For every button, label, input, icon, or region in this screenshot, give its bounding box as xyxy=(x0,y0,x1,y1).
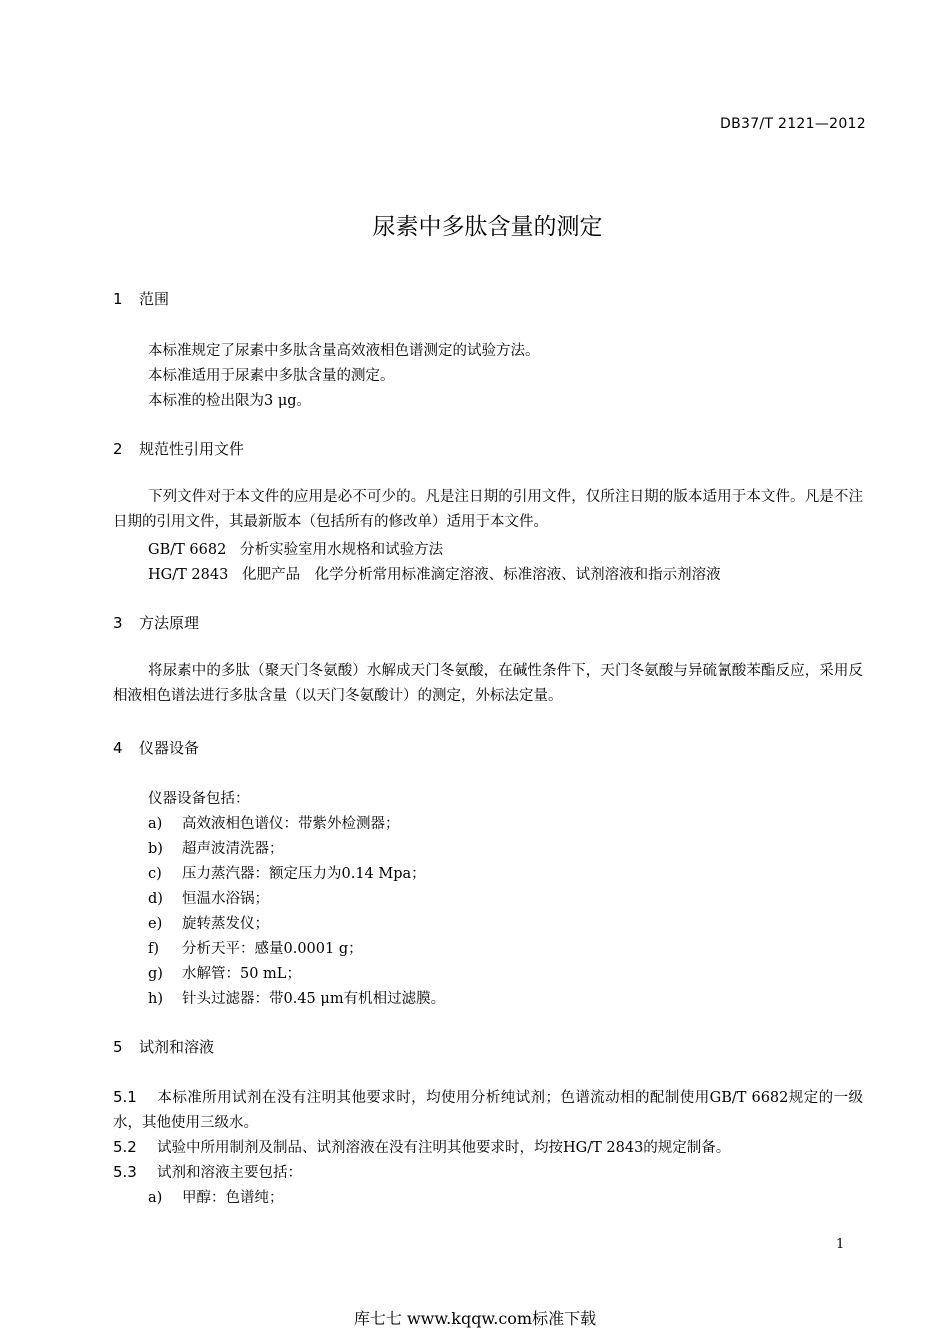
reference-code: GB/T 6682 xyxy=(148,542,227,558)
section-number: 4 xyxy=(113,739,123,757)
item-text: 恒温水浴锅； xyxy=(182,891,269,907)
item-letter: d) xyxy=(148,891,163,907)
item-letter: h) xyxy=(148,991,163,1007)
apparatus-item xyxy=(148,862,426,883)
reference-title: 分析实验室用水规格和试验方法 xyxy=(240,542,444,558)
section-5-heading xyxy=(113,1036,214,1057)
section-1-heading xyxy=(113,288,169,309)
scope-line-1: 本标准规定了尿素中多肽含量高效液相色谱测定的试验方法。 xyxy=(148,343,540,359)
item-text: 压力蒸汽器：额定压力为0.14 Mpa； xyxy=(182,866,426,882)
reference-title: 化肥产品 化学分析常用标准滴定溶液、标准溶液、试剂溶液和指示剂溶液 xyxy=(242,567,721,583)
item-text: 超声波清洗器； xyxy=(182,841,284,857)
clause-number: 5.3 xyxy=(113,1163,137,1181)
apparatus-item xyxy=(148,987,445,1008)
apparatus-item xyxy=(148,912,269,933)
reference-item xyxy=(148,563,721,584)
apparatus-item xyxy=(148,962,301,983)
section-title: 仪器设备 xyxy=(139,739,200,757)
scope-line-2: 本标准适用于尿素中多肽含量的测定。 xyxy=(148,368,395,384)
section-title: 试剂和溶液 xyxy=(139,1038,215,1056)
item-text: 旋转蒸发仪； xyxy=(182,916,269,932)
normative-references-paragraph: 下列文件对于本文件的应用是必不可少的。凡是注日期的引用文件，仅所注日期的版本适用于本文件。凡是不注日期的引用文件，其最新版本（包括所有的修改单）适用于本文件。 xyxy=(113,489,863,530)
reference-item xyxy=(148,538,443,559)
apparatus-item xyxy=(148,937,363,958)
section-2-heading xyxy=(113,438,244,459)
clause-text: 试验中所用制剂及制品、试剂溶液在没有注明其他要求时，均按HG/T 2843的规定制备。 xyxy=(157,1140,731,1156)
page-number: 1 xyxy=(836,1237,845,1252)
standard-code: DB37/T 2121—2012 xyxy=(720,116,866,132)
section-3-heading xyxy=(113,612,199,633)
item-text: 高效液相色谱仪：带紫外检测器； xyxy=(182,816,400,832)
clause-5-3 xyxy=(113,1161,302,1182)
scope-line-3: 本标准的检出限为3 μg。 xyxy=(148,393,312,409)
clause-number: 5.2 xyxy=(113,1138,137,1156)
footer-watermark: 库七七 www.kqqw.com标准下载 xyxy=(353,1309,597,1328)
document-title: 尿素中多肽含量的测定 xyxy=(372,214,603,240)
apparatus-item xyxy=(148,887,269,908)
item-text: 水解管：50 mL； xyxy=(182,966,301,982)
item-text: 分析天平：感量0.0001 g； xyxy=(182,941,363,957)
apparatus-intro: 仪器设备包括： xyxy=(148,791,250,807)
item-letter: b) xyxy=(148,841,163,857)
section-number: 2 xyxy=(113,440,123,458)
section-title: 范围 xyxy=(139,290,170,308)
section-number: 5 xyxy=(113,1038,123,1056)
section-4-heading xyxy=(113,737,199,758)
reagent-item xyxy=(148,1186,284,1207)
reference-code: HG/T 2843 xyxy=(148,567,229,583)
item-letter: g) xyxy=(148,966,163,982)
clause-5-2 xyxy=(113,1136,730,1157)
section-number: 1 xyxy=(113,290,123,308)
principle-paragraph: 将尿素中的多肽（聚天门冬氨酸）水解成天门冬氨酸，在碱性条件下，天门冬氨酸与异硫氰酸苯酯反应，采用反相液相色谱法进行多肽含量（以天门冬氨酸计）的测定，外标法定量。 xyxy=(113,663,863,704)
section-number: 3 xyxy=(113,614,123,632)
clause-text: 试剂和溶液主要包括： xyxy=(157,1165,302,1181)
item-letter: e) xyxy=(148,916,163,932)
section-title: 规范性引用文件 xyxy=(139,440,245,458)
clause-5-1 xyxy=(113,1085,863,1136)
item-letter: a) xyxy=(148,1190,163,1206)
apparatus-item xyxy=(148,837,284,858)
item-text: 针头过滤器：带0.45 μm有机相过滤膜。 xyxy=(182,991,446,1007)
clause-number: 5.1 xyxy=(113,1088,137,1106)
item-letter: f) xyxy=(148,941,160,957)
clause-text: 本标准所用试剂在没有注明其他要求时，均使用分析纯试剂；色谱流动相的配制使用GB/T 6682规定的一级水，其他使用三级水。 xyxy=(113,1090,863,1131)
item-letter: c) xyxy=(148,866,162,882)
section-title: 方法原理 xyxy=(139,614,200,632)
item-text: 甲醇：色谱纯； xyxy=(182,1190,284,1206)
item-letter: a) xyxy=(148,816,163,832)
apparatus-item xyxy=(148,812,400,833)
